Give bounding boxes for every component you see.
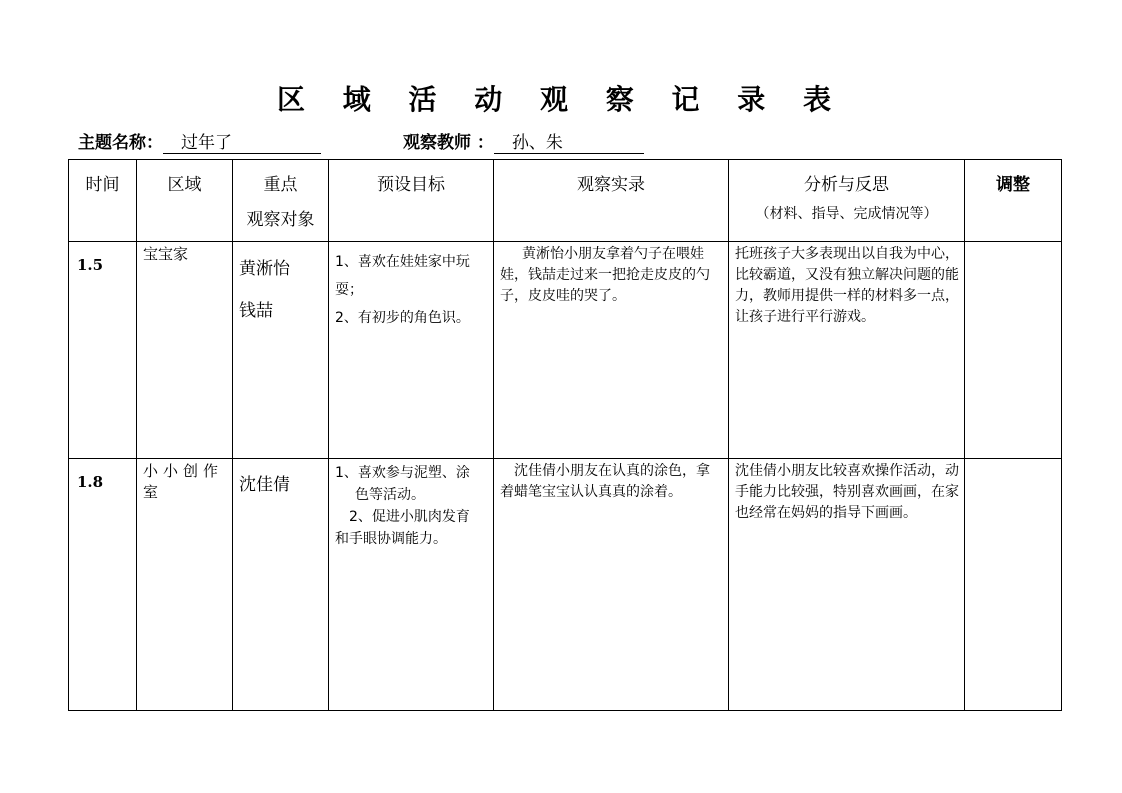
analysis-text: 沈佳倩小朋友比较喜欢操作活动，动手能力比较强，特别喜欢画画，在家也经常在妈妈的指导下画画。 <box>735 463 959 521</box>
header-analysis <box>729 160 965 242</box>
header-row <box>69 160 1062 242</box>
focus-child: 沈佳倩 <box>239 475 290 495</box>
header-goals: 预设目标 <box>329 160 494 242</box>
area-cell <box>137 459 233 711</box>
header-analysis-main: 分析与反思 <box>804 175 889 195</box>
goal-item: 2、促进小肌肉发育 <box>349 509 470 525</box>
header-area: 区域 <box>137 160 233 242</box>
goal-item: 1、喜欢参与泥塑、涂 <box>335 465 470 481</box>
adjust-cell <box>965 242 1062 459</box>
date-cell <box>69 459 137 711</box>
focus-cell <box>233 459 329 711</box>
area-text: 宝宝家 <box>143 245 189 263</box>
topic-value: 过年了 <box>163 133 321 154</box>
analysis-cell <box>729 242 965 459</box>
area-cell <box>137 242 233 459</box>
header-adjust: 调整 <box>965 160 1062 242</box>
header-focus-sub: 观察对象 <box>246 210 315 230</box>
date-text: 1.5 <box>77 256 104 274</box>
goal-item: 和手眼协调能力。 <box>335 531 447 547</box>
observation-table <box>68 159 1062 711</box>
analysis-cell <box>729 459 965 711</box>
goal-item: 色等活动。 <box>355 487 425 503</box>
focus-cell <box>233 242 329 459</box>
header-focus-main: 重点 <box>263 175 298 195</box>
header-time: 时间 <box>69 160 137 242</box>
date-text: 1.8 <box>77 473 104 491</box>
header-observation: 观察实录 <box>494 160 729 242</box>
area-text: 小小创作室 <box>143 462 224 501</box>
goal-item: 2、有初步的角色识。 <box>335 310 470 326</box>
table-row <box>69 459 1062 711</box>
goals-cell <box>329 242 494 459</box>
header-analysis-sub: （材料、指导、完成情况等） <box>755 206 938 222</box>
teacher-field <box>403 128 644 154</box>
observation-text: 黄淅怡小朋友拿着勺子在喂娃娃，钱喆走过来一把抢走皮皮的勺子，皮皮哇的哭了。 <box>500 246 710 304</box>
goals-cell <box>329 459 494 711</box>
teacher-label: 观察教师 ： <box>403 133 494 153</box>
focus-child: 黄淅怡 <box>239 259 290 279</box>
table-row <box>69 242 1062 459</box>
observation-cell <box>494 459 729 711</box>
adjust-cell <box>965 459 1062 711</box>
observation-text: 沈佳倩小朋友在认真的涂色，拿着蜡笔宝宝认认真真的涂着。 <box>500 463 710 500</box>
focus-child: 钱喆 <box>239 301 273 321</box>
observation-cell <box>494 242 729 459</box>
topic-label: 主题名称： <box>78 133 163 153</box>
date-cell <box>69 242 137 459</box>
goal-item: 1、喜欢在娃娃家中玩耍； <box>335 254 470 298</box>
analysis-text: 托班孩子大多表现出以自我为中心，比较霸道，又没有独立解决问题的能力，教师用提供一样的材料多一点，让孩子进行平行游戏。 <box>735 246 959 325</box>
header-focus <box>233 160 329 242</box>
topic-field <box>78 128 321 154</box>
page-title: 区 域 活 动 观 察 记 录 表 <box>277 83 845 116</box>
teacher-value: 孙、朱 <box>494 133 644 154</box>
